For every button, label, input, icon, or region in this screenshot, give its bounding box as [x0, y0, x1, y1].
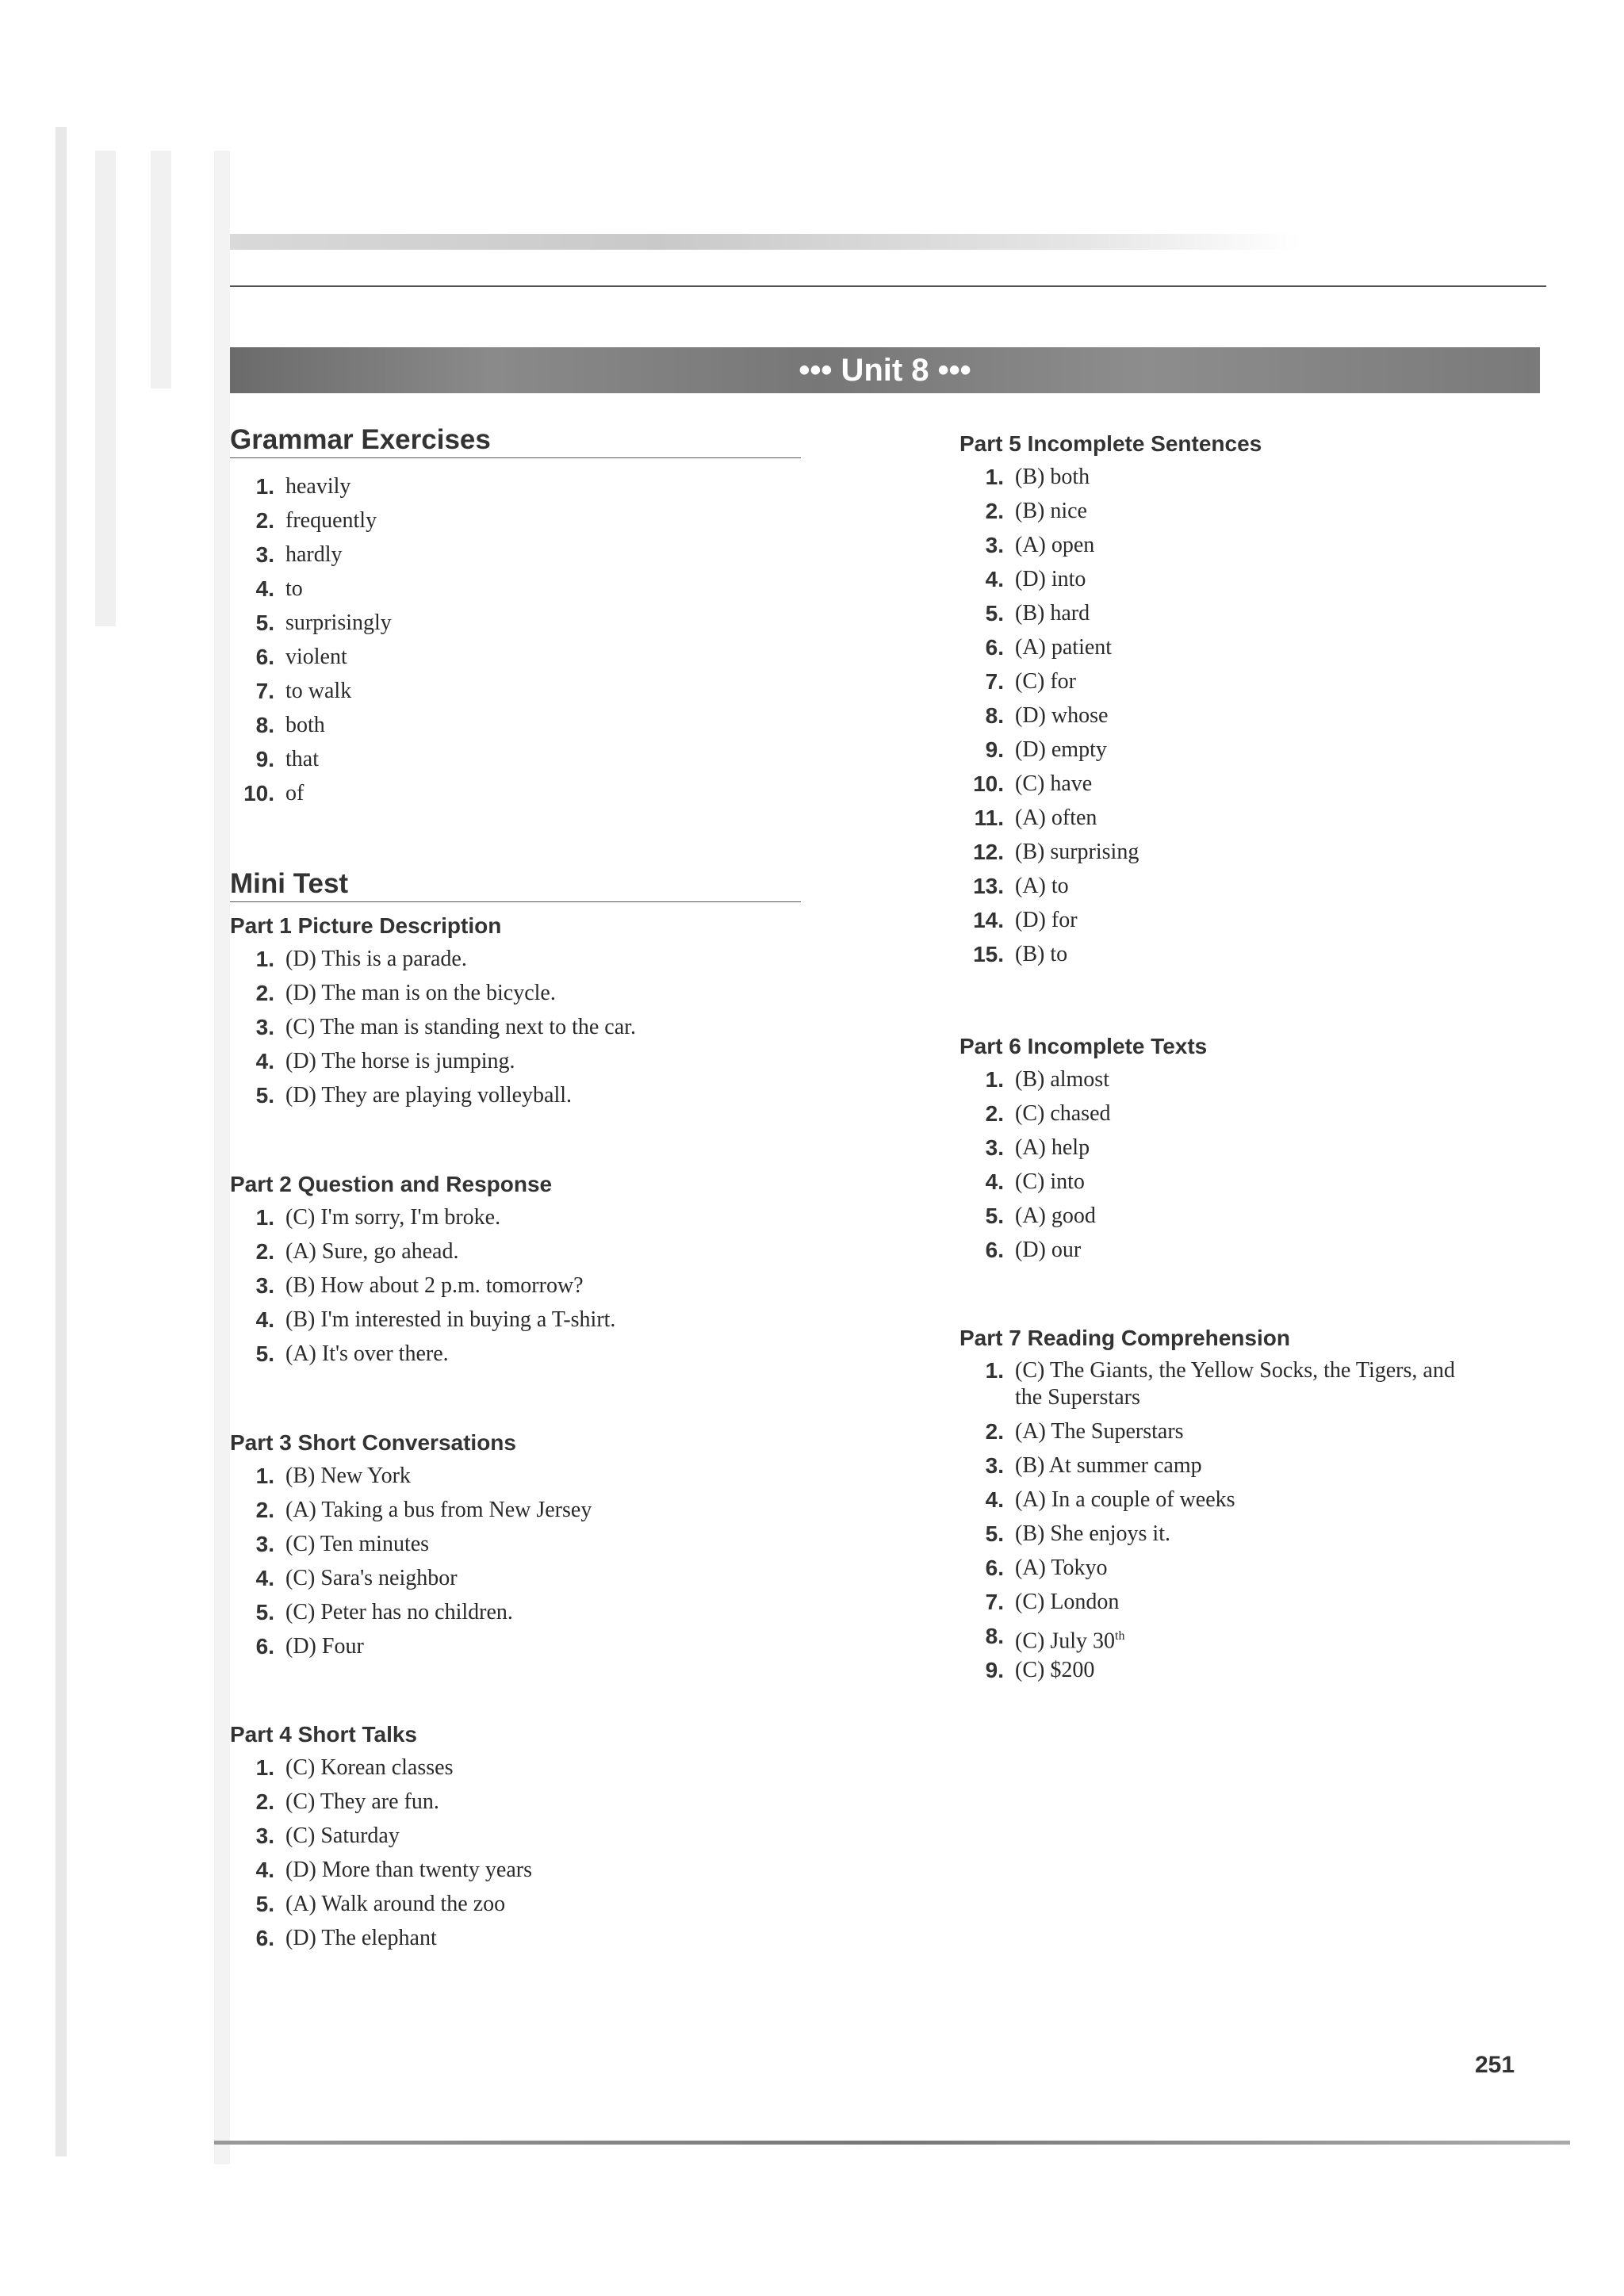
item-text	[1015, 1619, 1124, 1653]
item-number: 5.	[985, 1521, 1004, 1546]
item-number: 3.	[255, 1532, 274, 1556]
item-number: 3.	[255, 1273, 274, 1298]
list-item	[959, 835, 1546, 869]
list-item	[959, 937, 1546, 971]
section-title: Mini Test	[230, 868, 801, 902]
item-text: (D) Four	[285, 1634, 364, 1659]
item-number: 5.	[985, 1203, 1004, 1228]
answer-list	[230, 942, 833, 1112]
list-item	[959, 869, 1546, 903]
list-item	[959, 698, 1546, 733]
list-item	[230, 1044, 833, 1078]
part1-section	[230, 910, 833, 1112]
part6-section	[959, 1031, 1546, 1267]
item-number: 3.	[255, 1015, 274, 1039]
answer-list	[959, 1619, 1546, 1687]
unit-banner: ••• Unit 8 •••	[230, 347, 1540, 393]
item-number: 6.	[985, 1556, 1004, 1580]
part-title: Part 7 Reading Comprehension	[959, 1326, 1290, 1350]
list-item	[959, 1585, 1546, 1619]
item-number: 11.	[974, 806, 1004, 830]
list-item	[959, 801, 1546, 835]
footer-rule	[214, 2141, 1570, 2145]
item-text: (A) Walk around the zoo	[285, 1892, 506, 1916]
item-text: (A) help	[1015, 1135, 1090, 1160]
list-item	[230, 572, 801, 606]
item-text: (A) patient	[1015, 635, 1113, 660]
item-text: (B) I'm interested in buying a T-shirt.	[285, 1307, 616, 1332]
scan-margin-shadow	[151, 151, 171, 388]
item-text: (A) Taking a bus from New Jersey	[285, 1498, 592, 1522]
item-text: to walk	[285, 679, 352, 703]
mini-test-section	[230, 868, 801, 902]
list-item	[959, 1199, 1546, 1233]
item-text: (C) have	[1015, 771, 1093, 796]
list-item	[230, 503, 801, 538]
item-text-main: (C) July 30	[1015, 1628, 1115, 1654]
item-text: (D) into	[1015, 567, 1086, 591]
item-text: (B) almost	[1015, 1067, 1109, 1092]
item-number: 3.	[255, 542, 274, 567]
item-text: (B) nice	[1015, 499, 1087, 523]
list-item	[959, 767, 1546, 801]
list-item	[959, 1062, 1546, 1096]
part-title: Part 5 Incomplete Sentences	[959, 431, 1262, 456]
item-text: (C) Korean classes	[285, 1755, 454, 1780]
answer-list	[959, 1062, 1546, 1267]
answer-list	[959, 1354, 1546, 1414]
part4-section	[230, 1719, 833, 1955]
item-number: 7.	[985, 669, 1004, 694]
item-number: 5.	[255, 1600, 274, 1624]
part7-section	[959, 1322, 1546, 1687]
item-text: (B) surprising	[1015, 840, 1139, 864]
list-item	[230, 1853, 833, 1887]
item-number: 1.	[985, 1067, 1004, 1092]
item-number: 3.	[985, 533, 1004, 557]
list-item	[230, 1269, 833, 1303]
list-item	[230, 1337, 833, 1371]
list-item	[230, 1887, 833, 1921]
item-number: 8.	[255, 713, 274, 737]
item-text: (B) She enjoys it.	[1015, 1521, 1170, 1546]
list-item	[230, 1459, 833, 1493]
item-number: 8.	[985, 703, 1004, 728]
list-item	[230, 1819, 833, 1853]
item-number: 5.	[255, 1892, 274, 1916]
item-text: (A) open	[1015, 533, 1095, 557]
answer-list	[230, 1200, 833, 1371]
list-item	[959, 494, 1546, 528]
list-item	[230, 1921, 833, 1955]
list-item	[230, 1561, 833, 1595]
list-item	[230, 742, 801, 776]
item-number: 4.	[255, 1858, 274, 1882]
item-text: hardly	[285, 542, 343, 567]
list-item	[959, 1448, 1546, 1483]
item-number: 3.	[255, 1823, 274, 1848]
list-item	[959, 1551, 1546, 1585]
item-number: 2.	[255, 981, 274, 1005]
item-text: (A) to	[1015, 874, 1069, 898]
list-item	[959, 1233, 1546, 1267]
item-number: 9.	[985, 1658, 1004, 1682]
item-text: (A) In a couple of weeks	[1015, 1487, 1235, 1512]
item-text: (D) our	[1015, 1238, 1082, 1262]
header-rule	[230, 285, 1546, 287]
item-number: 3.	[985, 1135, 1004, 1160]
list-item	[959, 528, 1546, 562]
item-number: 2.	[255, 1498, 274, 1522]
item-number: 4.	[255, 576, 274, 601]
item-number: 2.	[255, 508, 274, 533]
item-text: (D) empty	[1015, 737, 1107, 762]
list-item	[230, 942, 833, 976]
item-text: (D) whose	[1015, 703, 1109, 728]
scan-margin-shadow	[214, 151, 230, 2164]
item-text: (B) to	[1015, 942, 1068, 966]
item-number: 15.	[973, 942, 1004, 966]
list-item	[230, 1751, 833, 1785]
item-number: 7.	[255, 679, 274, 703]
item-text: (B) How about 2 p.m. tomorrow?	[285, 1273, 584, 1298]
item-number: 8.	[985, 1624, 1004, 1648]
item-text: (B) both	[1015, 465, 1090, 489]
item-number: 5.	[255, 1083, 274, 1108]
item-number: 9.	[255, 747, 274, 771]
item-text: (C) $200	[1015, 1658, 1095, 1682]
item-number: 3.	[985, 1453, 1004, 1478]
item-number: 6.	[985, 635, 1004, 660]
list-item	[230, 1078, 833, 1112]
grammar-exercises-section	[230, 424, 801, 810]
item-text: (A) It's over there.	[285, 1341, 449, 1366]
item-number: 4.	[255, 1049, 274, 1073]
list-item	[230, 606, 801, 640]
list-item	[230, 1595, 833, 1629]
header-smudge	[230, 234, 1300, 250]
list-item	[959, 1619, 1546, 1653]
item-text: surprisingly	[285, 610, 392, 635]
item-number: 6.	[255, 645, 274, 669]
answer-list	[230, 1751, 833, 1955]
page-number: 251	[1475, 2052, 1515, 2078]
item-number: 6.	[255, 1634, 274, 1659]
item-number: 4.	[985, 567, 1004, 591]
item-text: (C) They are fun.	[285, 1789, 439, 1814]
list-item	[230, 1200, 833, 1234]
item-number: 2.	[985, 1101, 1004, 1126]
list-item	[959, 1483, 1546, 1517]
item-number: 2.	[255, 1789, 274, 1814]
list-item	[959, 562, 1546, 596]
list-item	[959, 1414, 1546, 1448]
part-title: Part 1 Picture Description	[230, 913, 502, 938]
item-number: 4.	[985, 1487, 1004, 1512]
item-number: 10.	[243, 781, 274, 806]
part-title: Part 3 Short Conversations	[230, 1430, 516, 1455]
list-item	[959, 630, 1546, 664]
list-item	[959, 664, 1546, 698]
item-text: violent	[285, 645, 347, 669]
item-text-line: the Superstars	[1015, 1385, 1140, 1410]
item-text: (D) This is a parade.	[285, 947, 467, 971]
item-text: (C) Saturday	[285, 1823, 400, 1848]
item-text: (A) good	[1015, 1203, 1096, 1228]
item-text: (B) hard	[1015, 601, 1090, 626]
item-text: (C) I'm sorry, I'm broke.	[285, 1205, 501, 1230]
item-number: 5.	[255, 610, 274, 635]
part2-section	[230, 1169, 833, 1371]
list-item	[230, 1234, 833, 1269]
item-number: 2.	[985, 1419, 1004, 1444]
part-title: Part 6 Incomplete Texts	[959, 1034, 1208, 1058]
list-item	[230, 1010, 833, 1044]
list-item	[959, 1131, 1546, 1165]
list-item	[230, 1493, 833, 1527]
item-number: 13.	[973, 874, 1004, 898]
list-item	[230, 1303, 833, 1337]
list-item	[230, 976, 833, 1010]
list-item	[959, 596, 1546, 630]
item-text: (A) often	[1015, 806, 1097, 830]
item-number: 12.	[973, 840, 1004, 864]
item-text: (D) More than twenty years	[285, 1858, 533, 1882]
item-text: both	[285, 713, 325, 737]
item-number: 9.	[985, 737, 1004, 762]
list-item	[959, 1165, 1546, 1199]
part3-section	[230, 1427, 833, 1663]
item-number: 10.	[973, 771, 1004, 796]
part-title: Part 2 Question and Response	[230, 1172, 553, 1196]
item-text-line: (C) The Giants, the Yellow Socks, the Tigers, and	[1015, 1358, 1455, 1383]
list-item	[959, 1096, 1546, 1131]
item-number: 6.	[255, 1926, 274, 1950]
section-title: Grammar Exercises	[230, 424, 801, 458]
item-text: (C) London	[1015, 1590, 1120, 1614]
list-item	[230, 640, 801, 674]
item-number: 1.	[985, 1358, 1004, 1383]
item-number: 1.	[985, 465, 1004, 489]
item-text: heavily	[285, 474, 351, 499]
list-item	[230, 1527, 833, 1561]
list-item	[230, 776, 801, 810]
item-number: 2.	[985, 499, 1004, 523]
item-number: 1.	[255, 947, 274, 971]
list-item	[230, 674, 801, 708]
item-text: (C) chased	[1015, 1101, 1111, 1126]
item-number: 4.	[255, 1566, 274, 1590]
item-number: 1.	[255, 1464, 274, 1488]
answer-list	[230, 1459, 833, 1663]
item-number: 7.	[985, 1590, 1004, 1614]
list-item	[230, 469, 801, 503]
item-text: (C) Sara's neighbor	[285, 1566, 458, 1590]
part-title: Part 4 Short Talks	[230, 1722, 418, 1747]
list-item	[959, 1653, 1546, 1687]
item-text: (A) Tokyo	[1015, 1556, 1108, 1580]
scan-margin-shadow	[56, 127, 67, 2156]
item-text: (D) The man is on the bicycle.	[285, 981, 556, 1005]
item-number: 4.	[985, 1169, 1004, 1194]
item-number: 14.	[973, 908, 1004, 932]
list-item	[230, 1629, 833, 1663]
item-number: 6.	[985, 1238, 1004, 1262]
item-number: 4.	[255, 1307, 274, 1332]
list-item	[959, 1517, 1546, 1551]
item-text: (C) Ten minutes	[285, 1532, 430, 1556]
list-item	[959, 903, 1546, 937]
answer-list	[959, 1414, 1546, 1619]
item-number: 2.	[255, 1239, 274, 1264]
item-text: (C) The man is standing next to the car.	[285, 1015, 636, 1039]
item-text: that	[285, 747, 319, 771]
item-text: (B) At summer camp	[1015, 1453, 1202, 1478]
item-text: to	[285, 576, 303, 601]
item-text: (D) The horse is jumping.	[285, 1049, 515, 1073]
scan-margin-shadow	[95, 151, 116, 626]
list-item	[230, 708, 801, 742]
item-text: frequently	[285, 508, 377, 533]
list-item	[230, 538, 801, 572]
item-number: 1.	[255, 474, 274, 499]
item-text: (A) Sure, go ahead.	[285, 1239, 459, 1264]
item-text: (D) The elephant	[285, 1926, 437, 1950]
ordinal-suffix: th	[1115, 1629, 1125, 1643]
list-item	[959, 733, 1546, 767]
item-text	[1015, 1357, 1455, 1411]
item-number: 1.	[255, 1205, 274, 1230]
answer-list	[959, 460, 1546, 971]
list-item	[230, 1785, 833, 1819]
part5-section	[959, 428, 1546, 971]
list-item	[959, 460, 1546, 494]
item-text: (D) for	[1015, 908, 1078, 932]
item-text: (C) for	[1015, 669, 1076, 694]
grammar-list	[230, 469, 801, 810]
item-number: 5.	[985, 601, 1004, 626]
item-text: (C) Peter has no children.	[285, 1600, 513, 1624]
item-number: 5.	[255, 1341, 274, 1366]
item-text: (C) into	[1015, 1169, 1085, 1194]
item-text: (D) They are playing volleyball.	[285, 1083, 573, 1108]
item-text: (B) New York	[285, 1464, 411, 1488]
item-number: 1.	[255, 1755, 274, 1780]
item-text: (A) The Superstars	[1015, 1419, 1184, 1444]
list-item	[959, 1354, 1546, 1414]
item-text: of	[285, 781, 304, 806]
